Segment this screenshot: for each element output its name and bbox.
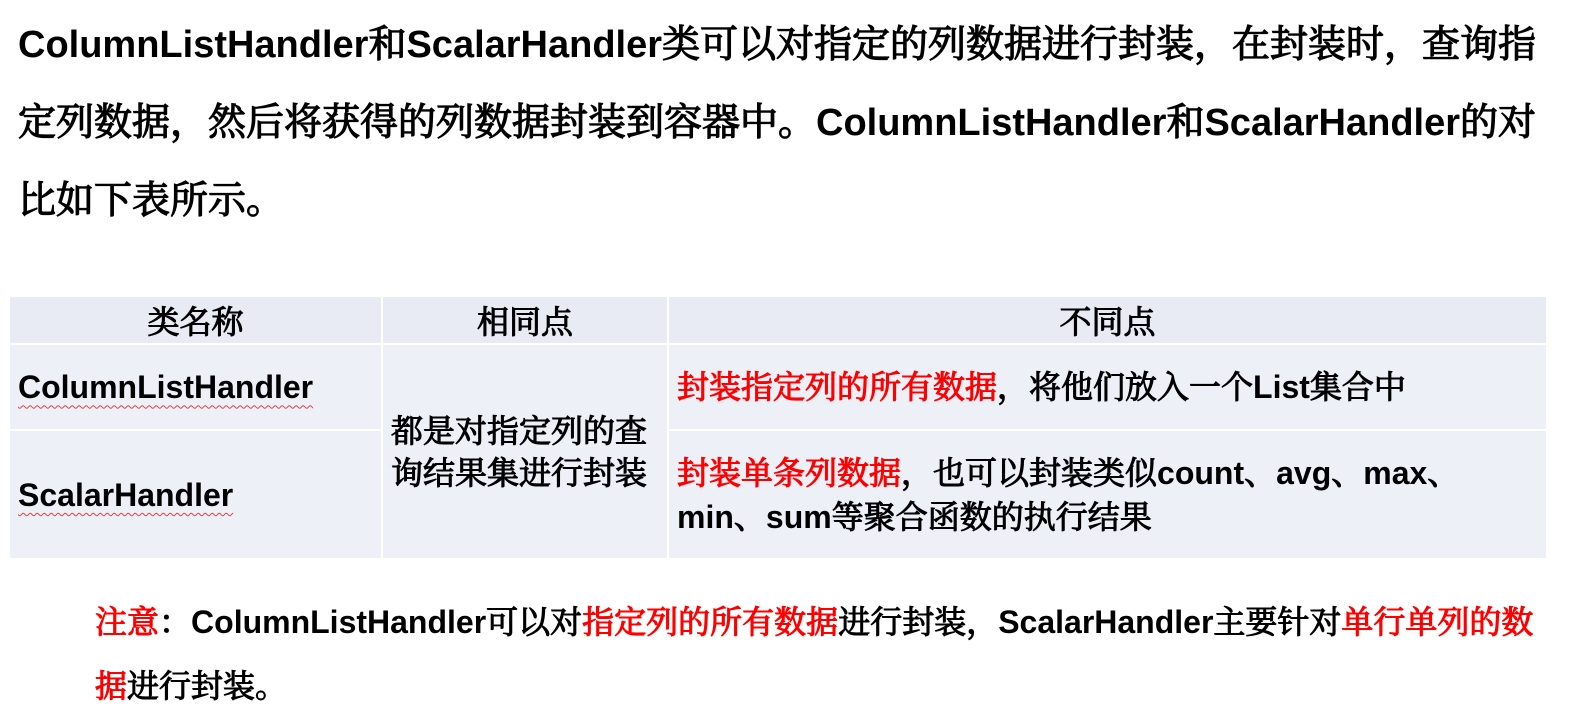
note-text-1: ColumnListHandler可以对 — [191, 604, 583, 640]
header-class-name: 类名称 — [9, 296, 382, 344]
difference-text: ，也可以封装类似count、avg、max、min、sum等聚合函数的执行结果 — [677, 454, 1460, 535]
note-text-3: 进行封装。 — [127, 668, 288, 704]
difference-highlight: 封装指定列的所有数据 — [677, 369, 998, 405]
note-paragraph — [95, 590, 1545, 718]
class-name-scalarhandler: ScalarHandler — [18, 477, 234, 514]
difference-cell — [668, 430, 1547, 559]
class-name-columnlisthandler: ColumnListHandler — [18, 369, 314, 406]
note-colon: ： — [159, 604, 192, 640]
table-row — [9, 430, 1547, 559]
comparison-table-container — [8, 295, 1548, 560]
note-highlight-1: 指定列的所有数据 — [582, 604, 839, 640]
note-label: 注意 — [95, 604, 160, 640]
intro-paragraph: ColumnListHandler和ScalarHandler类可以对指定的列数据进行封装，在封装时，查询指定列数据，然后将获得的列数据封装到容器中。ColumnListHandler和ScalarHandler的对比如下表所示。 — [18, 24, 1537, 222]
note-text-2: 进行封装，ScalarHandler主要针对 — [838, 604, 1342, 640]
comparison-table — [8, 295, 1548, 560]
difference-text: ，将他们放入一个List集合中 — [997, 369, 1406, 405]
note-highlight-2: 单行单列的数据 — [95, 604, 1534, 704]
table-row — [9, 344, 1547, 430]
similarity-cell: 都是对指定列的查询结果集进行封装 — [382, 344, 668, 559]
difference-highlight: 封装单条列数据 — [677, 454, 902, 491]
header-similarity: 相同点 — [382, 296, 668, 344]
table-header-row — [9, 296, 1547, 344]
class-name-cell — [9, 344, 382, 430]
header-difference: 不同点 — [668, 296, 1547, 344]
difference-cell — [668, 344, 1547, 430]
class-name-cell — [9, 430, 382, 559]
